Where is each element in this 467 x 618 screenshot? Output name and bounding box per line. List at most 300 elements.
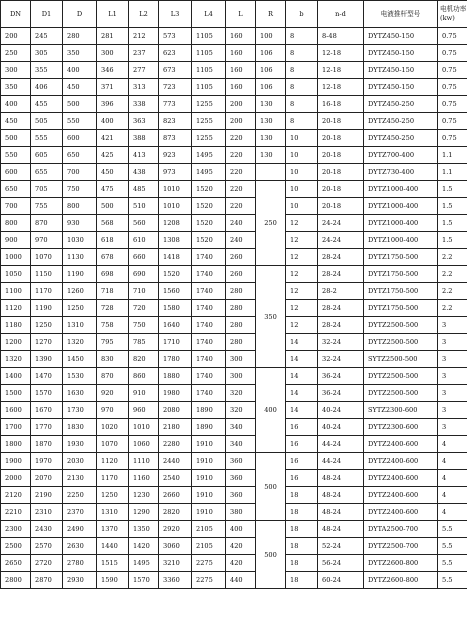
cell-r: 130 <box>256 130 286 147</box>
cell-dn: 1180 <box>1 317 31 334</box>
cell-l3: 1560 <box>159 283 192 300</box>
cell-b: 18 <box>286 555 318 572</box>
table-row <box>1 538 467 555</box>
cell-n-d: 32-24 <box>318 334 364 351</box>
col-header-b: b <box>286 1 318 28</box>
cell-l4: 1910 <box>192 453 226 470</box>
table-row <box>1 147 467 164</box>
cell-n-d: 28-2 <box>318 283 364 300</box>
cell-l3: 873 <box>159 130 192 147</box>
cell-l2: 910 <box>129 385 159 402</box>
cell-l3: 723 <box>159 79 192 96</box>
cell-l1: 1170 <box>97 470 129 487</box>
cell-n-d: 28-24 <box>318 266 364 283</box>
cell-l: 200 <box>226 96 256 113</box>
cell-dn: 1700 <box>1 419 31 436</box>
cell-power: 3 <box>438 317 467 334</box>
cell-n-d: 20-18 <box>318 130 364 147</box>
cell-l1: 1515 <box>97 555 129 572</box>
cell-l1: 396 <box>97 96 129 113</box>
cell-l3: 1710 <box>159 334 192 351</box>
cell-l: 220 <box>226 164 256 181</box>
cell-n-d: 8-48 <box>318 28 364 45</box>
cell-r: 100 <box>256 28 286 45</box>
cell-l1: 400 <box>97 113 129 130</box>
cell-l2: 720 <box>129 300 159 317</box>
cell-l4: 1520 <box>192 232 226 249</box>
cell-d1: 2570 <box>31 538 63 555</box>
cell-power: 3 <box>438 351 467 368</box>
col-header-model: 电液推杆型号 <box>364 1 438 28</box>
cell-l1: 870 <box>97 368 129 385</box>
cell-l1: 758 <box>97 317 129 334</box>
cell-l1: 1370 <box>97 521 129 538</box>
cell-b: 16 <box>286 436 318 453</box>
cell-d1: 1970 <box>31 453 63 470</box>
cell-l4: 1910 <box>192 436 226 453</box>
cell-l1: 281 <box>97 28 129 45</box>
cell-model: DYTZ2500-500 <box>364 385 438 402</box>
cell-l3: 3210 <box>159 555 192 572</box>
cell-l: 160 <box>226 28 256 45</box>
cell-dn: 250 <box>1 45 31 62</box>
col-header-l1: L1 <box>97 1 129 28</box>
cell-power: 0.75 <box>438 96 467 113</box>
cell-d1: 870 <box>31 215 63 232</box>
cell-l1: 450 <box>97 164 129 181</box>
col-header-d: D <box>63 1 97 28</box>
cell-l2: 750 <box>129 317 159 334</box>
cell-model: DYTZ2500-500 <box>364 368 438 385</box>
cell-l3: 2440 <box>159 453 192 470</box>
cell-dn: 2300 <box>1 521 31 538</box>
cell-l2: 1420 <box>129 538 159 555</box>
cell-l2: 560 <box>129 215 159 232</box>
cell-model: DYTZ2400-600 <box>364 453 438 470</box>
cell-l1: 425 <box>97 147 129 164</box>
cell-dn: 600 <box>1 164 31 181</box>
cell-n-d: 12-18 <box>318 45 364 62</box>
col-header-l3: L3 <box>159 1 192 28</box>
cell-dn: 1320 <box>1 351 31 368</box>
cell-n-d: 40-24 <box>318 402 364 419</box>
table-row <box>1 368 467 385</box>
cell-l: 220 <box>226 198 256 215</box>
cell-b: 12 <box>286 317 318 334</box>
cell-power: 0.75 <box>438 79 467 96</box>
cell-l4: 1495 <box>192 164 226 181</box>
table-row <box>1 79 467 96</box>
cell-dn: 350 <box>1 79 31 96</box>
cell-n-d: 28-24 <box>318 249 364 266</box>
cell-l4: 1105 <box>192 28 226 45</box>
cell-d1: 605 <box>31 147 63 164</box>
cell-l4: 2275 <box>192 555 226 572</box>
cell-l3: 3360 <box>159 572 192 589</box>
cell-n-d: 52-24 <box>318 538 364 555</box>
cell-l: 360 <box>226 470 256 487</box>
cell-power: 3 <box>438 334 467 351</box>
cell-b: 12 <box>286 283 318 300</box>
col-header-power: 电机功率(kw) <box>438 1 467 28</box>
cell-l3: 973 <box>159 164 192 181</box>
cell-l4: 1255 <box>192 96 226 113</box>
cell-power: 4 <box>438 436 467 453</box>
cell-d: 2630 <box>63 538 97 555</box>
cell-b: 10 <box>286 130 318 147</box>
cell-l3: 2280 <box>159 436 192 453</box>
cell-l2: 1160 <box>129 470 159 487</box>
cell-model: DYTZ1000-400 <box>364 215 438 232</box>
cell-l1: 970 <box>97 402 129 419</box>
col-header-l2: L2 <box>129 1 159 28</box>
cell-power: 2.2 <box>438 283 467 300</box>
table-row <box>1 249 467 266</box>
table-row <box>1 385 467 402</box>
cell-l4: 1255 <box>192 113 226 130</box>
cell-n-d: 36-24 <box>318 385 364 402</box>
cell-model: DYTZ700-400 <box>364 147 438 164</box>
table-row <box>1 45 467 62</box>
cell-power: 1.1 <box>438 147 467 164</box>
cell-l2: 960 <box>129 402 159 419</box>
cell-l3: 1780 <box>159 351 192 368</box>
cell-model: DYTZ1000-400 <box>364 232 438 249</box>
cell-dn: 2120 <box>1 487 31 504</box>
cell-d: 2370 <box>63 504 97 521</box>
cell-l1: 698 <box>97 266 129 283</box>
cell-l3: 1880 <box>159 368 192 385</box>
cell-l: 360 <box>226 453 256 470</box>
cell-r: 130 <box>256 147 286 164</box>
cell-l2: 237 <box>129 45 159 62</box>
cell-b: 10 <box>286 164 318 181</box>
table-row <box>1 198 467 215</box>
cell-n-d: 24-24 <box>318 232 364 249</box>
cell-l1: 618 <box>97 232 129 249</box>
cell-d1: 1870 <box>31 436 63 453</box>
cell-l4: 1255 <box>192 130 226 147</box>
cell-l4: 1105 <box>192 45 226 62</box>
cell-r-group: 350 <box>256 266 286 368</box>
cell-n-d: 28-24 <box>318 300 364 317</box>
cell-l3: 673 <box>159 62 192 79</box>
cell-l3: 823 <box>159 113 192 130</box>
cell-l2: 413 <box>129 147 159 164</box>
cell-d: 1130 <box>63 249 97 266</box>
cell-b: 14 <box>286 402 318 419</box>
table-row <box>1 317 467 334</box>
cell-l: 220 <box>226 130 256 147</box>
cell-model: SYTZ2300-600 <box>364 402 438 419</box>
cell-l1: 300 <box>97 45 129 62</box>
cell-dn: 1100 <box>1 283 31 300</box>
cell-l4: 1740 <box>192 300 226 317</box>
cell-l: 300 <box>226 368 256 385</box>
cell-d: 500 <box>63 96 97 113</box>
cell-model: DYTZ2300-600 <box>364 419 438 436</box>
cell-l1: 1590 <box>97 572 129 589</box>
cell-l3: 773 <box>159 96 192 113</box>
cell-d: 1260 <box>63 283 97 300</box>
cell-dn: 650 <box>1 181 31 198</box>
cell-dn: 1500 <box>1 385 31 402</box>
table-row <box>1 300 467 317</box>
cell-l2: 1290 <box>129 504 159 521</box>
cell-l2: 710 <box>129 283 159 300</box>
table-row <box>1 96 467 113</box>
cell-l3: 2540 <box>159 470 192 487</box>
cell-b: 12 <box>286 249 318 266</box>
cell-d: 350 <box>63 45 97 62</box>
cell-d: 1310 <box>63 317 97 334</box>
cell-dn: 1900 <box>1 453 31 470</box>
cell-l4: 1890 <box>192 402 226 419</box>
cell-l1: 500 <box>97 198 129 215</box>
cell-power: 3 <box>438 385 467 402</box>
cell-l2: 1010 <box>129 419 159 436</box>
cell-power: 0.75 <box>438 62 467 79</box>
cell-b: 18 <box>286 521 318 538</box>
cell-b: 10 <box>286 181 318 198</box>
cell-n-d: 20-18 <box>318 181 364 198</box>
cell-d: 2030 <box>63 453 97 470</box>
cell-l1: 795 <box>97 334 129 351</box>
cell-n-d: 48-24 <box>318 470 364 487</box>
cell-d1: 406 <box>31 79 63 96</box>
cell-b: 18 <box>286 504 318 521</box>
cell-l: 200 <box>226 113 256 130</box>
cell-dn: 1200 <box>1 334 31 351</box>
cell-d1: 305 <box>31 45 63 62</box>
cell-d1: 970 <box>31 232 63 249</box>
cell-model: SYTZ2500-500 <box>364 351 438 368</box>
table-row <box>1 521 467 538</box>
cell-l2: 277 <box>129 62 159 79</box>
cell-l4: 1520 <box>192 198 226 215</box>
cell-n-d: 56-24 <box>318 555 364 572</box>
table-body <box>1 28 467 589</box>
cell-l2: 860 <box>129 368 159 385</box>
cell-d1: 2430 <box>31 521 63 538</box>
cell-l1: 1070 <box>97 436 129 453</box>
cell-model: DYTZ1000-400 <box>364 181 438 198</box>
cell-d1: 1670 <box>31 402 63 419</box>
cell-power: 1.1 <box>438 164 467 181</box>
cell-model: DYTZ2600-800 <box>364 572 438 589</box>
cell-d: 2130 <box>63 470 97 487</box>
cell-power: 5.5 <box>438 521 467 538</box>
table-row <box>1 453 467 470</box>
cell-b: 8 <box>286 62 318 79</box>
col-header-l: L <box>226 1 256 28</box>
table-row <box>1 487 467 504</box>
cell-b: 14 <box>286 368 318 385</box>
cell-r: 106 <box>256 45 286 62</box>
cell-power: 5.5 <box>438 572 467 589</box>
cell-d1: 1390 <box>31 351 63 368</box>
cell-l4: 1740 <box>192 385 226 402</box>
cell-n-d: 20-18 <box>318 147 364 164</box>
cell-d1: 2870 <box>31 572 63 589</box>
cell-d: 1630 <box>63 385 97 402</box>
cell-n-d: 20-18 <box>318 198 364 215</box>
cell-l1: 1250 <box>97 487 129 504</box>
cell-r-group: 500 <box>256 453 286 521</box>
cell-l3: 1980 <box>159 385 192 402</box>
cell-l3: 2820 <box>159 504 192 521</box>
cell-l: 220 <box>226 181 256 198</box>
cell-n-d: 48-24 <box>318 487 364 504</box>
cell-power: 1.5 <box>438 198 467 215</box>
cell-l3: 623 <box>159 45 192 62</box>
cell-l: 360 <box>226 487 256 504</box>
cell-model: DYTZ450-250 <box>364 113 438 130</box>
cell-dn: 1800 <box>1 436 31 453</box>
cell-l3: 1580 <box>159 300 192 317</box>
cell-l2: 1350 <box>129 521 159 538</box>
cell-d: 280 <box>63 28 97 45</box>
cell-power: 2.2 <box>438 266 467 283</box>
cell-d: 650 <box>63 147 97 164</box>
cell-b: 12 <box>286 300 318 317</box>
cell-l2: 610 <box>129 232 159 249</box>
cell-n-d: 60-24 <box>318 572 364 589</box>
cell-l3: 2180 <box>159 419 192 436</box>
cell-l3: 1208 <box>159 215 192 232</box>
cell-l3: 1640 <box>159 317 192 334</box>
cell-dn: 1000 <box>1 249 31 266</box>
col-header-r: R <box>256 1 286 28</box>
cell-l3: 3060 <box>159 538 192 555</box>
cell-n-d: 36-24 <box>318 368 364 385</box>
cell-b: 18 <box>286 487 318 504</box>
cell-dn: 800 <box>1 215 31 232</box>
cell-l4: 2105 <box>192 521 226 538</box>
cell-dn: 2800 <box>1 572 31 589</box>
cell-d1: 1770 <box>31 419 63 436</box>
cell-model: DYTZ450-150 <box>364 45 438 62</box>
cell-d1: 555 <box>31 130 63 147</box>
cell-power: 3 <box>438 368 467 385</box>
cell-l4: 1910 <box>192 470 226 487</box>
cell-r-group: 400 <box>256 368 286 453</box>
cell-l2: 338 <box>129 96 159 113</box>
table-row <box>1 130 467 147</box>
cell-l4: 1740 <box>192 283 226 300</box>
cell-l1: 371 <box>97 79 129 96</box>
cell-l2: 785 <box>129 334 159 351</box>
cell-l4: 1910 <box>192 504 226 521</box>
cell-d1: 1190 <box>31 300 63 317</box>
table-row <box>1 572 467 589</box>
cell-d: 2780 <box>63 555 97 572</box>
cell-l4: 1105 <box>192 62 226 79</box>
cell-d: 2490 <box>63 521 97 538</box>
cell-model: DYTZ2600-800 <box>364 555 438 572</box>
cell-r <box>256 164 286 181</box>
cell-l: 380 <box>226 504 256 521</box>
cell-l3: 573 <box>159 28 192 45</box>
cell-model: DYTZ450-150 <box>364 28 438 45</box>
cell-dn: 2650 <box>1 555 31 572</box>
cell-r: 130 <box>256 113 286 130</box>
cell-l1: 718 <box>97 283 129 300</box>
cell-l1: 1020 <box>97 419 129 436</box>
cell-d1: 1570 <box>31 385 63 402</box>
cell-d1: 1150 <box>31 266 63 283</box>
table-row <box>1 470 467 487</box>
cell-model: DYTZ2500-500 <box>364 317 438 334</box>
cell-b: 16 <box>286 470 318 487</box>
cell-d1: 505 <box>31 113 63 130</box>
cell-l2: 388 <box>129 130 159 147</box>
cell-power: 4 <box>438 470 467 487</box>
cell-d1: 755 <box>31 198 63 215</box>
cell-d: 750 <box>63 181 97 198</box>
table-row <box>1 351 467 368</box>
cell-d: 1250 <box>63 300 97 317</box>
cell-d: 1320 <box>63 334 97 351</box>
cell-r: 106 <box>256 62 286 79</box>
cell-n-d: 12-18 <box>318 62 364 79</box>
cell-dn: 2500 <box>1 538 31 555</box>
cell-l1: 568 <box>97 215 129 232</box>
cell-power: 2.2 <box>438 249 467 266</box>
cell-model: DYTZ2500-700 <box>364 538 438 555</box>
cell-d: 400 <box>63 62 97 79</box>
cell-b: 8 <box>286 79 318 96</box>
cell-l4: 1495 <box>192 147 226 164</box>
cell-power: 4 <box>438 504 467 521</box>
cell-l: 160 <box>226 62 256 79</box>
table-row <box>1 436 467 453</box>
cell-l: 340 <box>226 436 256 453</box>
cell-l4: 1520 <box>192 215 226 232</box>
cell-d1: 1470 <box>31 368 63 385</box>
cell-r: 106 <box>256 79 286 96</box>
cell-l1: 346 <box>97 62 129 79</box>
cell-n-d: 20-18 <box>318 113 364 130</box>
header-row <box>1 1 467 28</box>
cell-l4: 2275 <box>192 572 226 589</box>
cell-d: 1030 <box>63 232 97 249</box>
cell-b: 14 <box>286 385 318 402</box>
cell-r-group: 250 <box>256 181 286 266</box>
cell-l: 280 <box>226 317 256 334</box>
cell-d: 2930 <box>63 572 97 589</box>
table-row <box>1 232 467 249</box>
cell-n-d: 48-24 <box>318 521 364 538</box>
cell-l4: 1740 <box>192 334 226 351</box>
table-row <box>1 181 467 198</box>
cell-l: 160 <box>226 45 256 62</box>
cell-power: 4 <box>438 453 467 470</box>
cell-l: 280 <box>226 300 256 317</box>
cell-l3: 2080 <box>159 402 192 419</box>
cell-d: 1830 <box>63 419 97 436</box>
cell-d1: 355 <box>31 62 63 79</box>
cell-power: 1.5 <box>438 181 467 198</box>
cell-b: 12 <box>286 266 318 283</box>
cell-power: 5.5 <box>438 538 467 555</box>
cell-d1: 455 <box>31 96 63 113</box>
cell-model: DYTZ1750-500 <box>364 300 438 317</box>
cell-l3: 1010 <box>159 181 192 198</box>
cell-b: 14 <box>286 334 318 351</box>
cell-model: DYTZ2400-600 <box>364 487 438 504</box>
cell-n-d: 32-24 <box>318 351 364 368</box>
